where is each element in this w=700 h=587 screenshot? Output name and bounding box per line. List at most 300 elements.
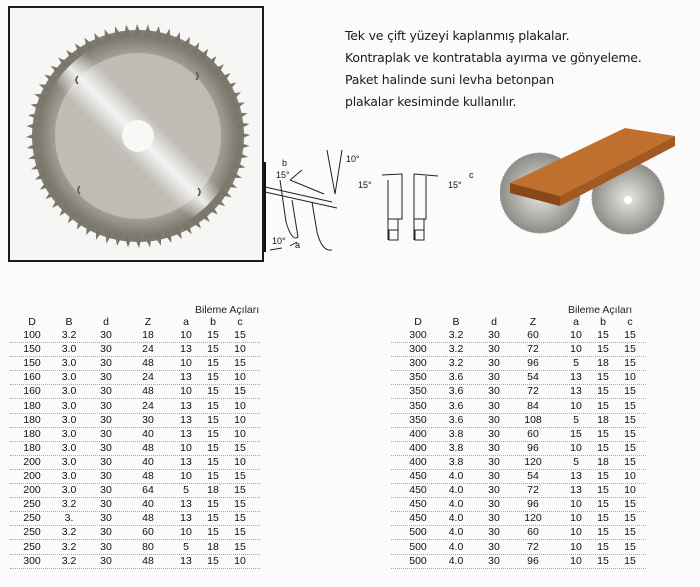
cell-d-outer: 250 xyxy=(23,512,41,525)
cell-z-teeth: 24 xyxy=(142,371,154,384)
cell-d-outer: 450 xyxy=(409,512,427,525)
cell-angle-a: 13 xyxy=(180,371,192,384)
cell-angle-a: 10 xyxy=(570,441,582,454)
cell-z-teeth: 80 xyxy=(142,540,154,553)
table-row xyxy=(10,384,260,399)
cell-angle-c: 10 xyxy=(234,399,246,412)
label-angle-top: 10° xyxy=(346,154,360,164)
table-row xyxy=(10,427,260,442)
cell-angle-a: 13 xyxy=(180,427,192,440)
column-header-d-outer: D xyxy=(414,316,422,328)
cell-b-thickness: 3.6 xyxy=(448,385,464,398)
cell-b-thickness: 3.0 xyxy=(61,413,77,426)
cell-d-outer: 300 xyxy=(23,554,41,567)
cell-angle-b: 15 xyxy=(597,512,609,525)
table-row xyxy=(10,399,260,414)
cell-b-thickness: 3.0 xyxy=(61,371,77,384)
saw-blade-photo xyxy=(8,6,264,262)
cell-z-teeth: 64 xyxy=(142,484,154,497)
cell-b-thickness: 3.2 xyxy=(61,526,77,539)
cell-d-outer: 450 xyxy=(409,470,427,482)
cell-angle-c: 15 xyxy=(624,498,636,511)
cell-d-outer: 150 xyxy=(23,343,41,356)
cell-d-bore: 30 xyxy=(488,526,500,539)
cell-b-thickness: 3.6 xyxy=(448,413,464,426)
table-row xyxy=(10,483,260,498)
column-header-z-teeth: Z xyxy=(529,316,537,328)
cell-angle-a: 5 xyxy=(573,413,579,426)
cell-angle-b: 15 xyxy=(597,441,609,454)
description-line: Tek ve çift yüzeyi kaplanmış plakalar. xyxy=(345,28,570,43)
cell-angle-a: 10 xyxy=(570,526,582,539)
description-line: Kontraplak ve kontratabla ayırma ve gönyeleme. xyxy=(345,50,642,65)
cell-b-thickness: 3.0 xyxy=(61,343,77,356)
cell-d-outer: 180 xyxy=(23,441,41,454)
cell-angle-c: 15 xyxy=(624,540,636,553)
cell-d-outer: 300 xyxy=(409,343,427,356)
cell-d-outer: 300 xyxy=(409,329,427,341)
table-row xyxy=(10,455,260,470)
cell-d-bore: 30 xyxy=(488,427,500,440)
cell-z-teeth: 54 xyxy=(527,470,539,482)
cell-angle-b: 15 xyxy=(207,470,219,482)
cell-d-outer: 350 xyxy=(409,385,427,398)
cell-angle-a: 10 xyxy=(570,512,582,525)
table-row xyxy=(10,554,260,569)
cell-b-thickness: 4.0 xyxy=(448,540,464,553)
cell-angle-c: 15 xyxy=(234,385,246,398)
cell-angle-b: 18 xyxy=(207,484,219,497)
cell-angle-c: 15 xyxy=(234,540,246,553)
cell-angle-c: 10 xyxy=(234,455,246,468)
column-header-d-bore: d xyxy=(103,316,109,328)
cell-z-teeth: 120 xyxy=(524,512,542,525)
cell-d-bore: 30 xyxy=(100,540,112,553)
cell-angle-b: 18 xyxy=(597,455,609,468)
table-row xyxy=(391,441,646,456)
cell-z-teeth: 84 xyxy=(527,399,539,412)
cell-z-teeth: 24 xyxy=(142,399,154,412)
cell-angle-c: 10 xyxy=(234,554,246,567)
cell-b-thickness: 3.0 xyxy=(61,427,77,440)
table-row xyxy=(10,469,260,484)
cell-angle-b: 15 xyxy=(597,526,609,539)
cell-d-bore: 30 xyxy=(100,329,112,341)
cell-angle-b: 15 xyxy=(207,385,219,398)
cell-b-thickness: 3.2 xyxy=(61,498,77,511)
cell-d-bore: 30 xyxy=(100,484,112,497)
cell-z-teeth: 48 xyxy=(142,441,154,454)
cell-z-teeth: 40 xyxy=(142,427,154,440)
cell-angle-c: 15 xyxy=(234,357,246,370)
cell-angle-a: 13 xyxy=(180,399,192,412)
cell-d-outer: 500 xyxy=(409,526,427,539)
cell-d-bore: 30 xyxy=(488,512,500,525)
cell-d-outer: 250 xyxy=(23,526,41,539)
cell-angle-b: 18 xyxy=(207,540,219,553)
cell-angle-c: 15 xyxy=(234,470,246,482)
cell-angle-b: 15 xyxy=(597,427,609,440)
column-header-z-teeth: Z xyxy=(144,316,152,328)
cell-angle-a: 5 xyxy=(573,357,579,370)
cell-angle-a: 13 xyxy=(180,512,192,525)
cell-angle-c: 15 xyxy=(234,329,246,341)
table-row xyxy=(10,511,260,526)
cell-d-outer: 400 xyxy=(409,441,427,454)
cell-angle-c: 15 xyxy=(624,441,636,454)
table-row xyxy=(10,356,260,371)
cell-b-thickness: 4.0 xyxy=(448,512,464,525)
cell-d-outer: 100 xyxy=(23,329,41,341)
cell-d-outer: 180 xyxy=(23,427,41,440)
cell-angle-c: 15 xyxy=(624,343,636,356)
table-row xyxy=(391,554,646,569)
cell-z-teeth: 60 xyxy=(527,329,539,341)
cell-b-thickness: 3.0 xyxy=(61,385,77,398)
cell-angle-b: 15 xyxy=(597,343,609,356)
cell-angle-a: 13 xyxy=(180,554,192,567)
cell-z-teeth: 40 xyxy=(142,455,154,468)
cell-z-teeth: 24 xyxy=(142,343,154,356)
cell-d-bore: 30 xyxy=(100,427,112,440)
cell-angle-b: 15 xyxy=(597,498,609,511)
cell-b-thickness: 3.0 xyxy=(61,441,77,454)
cell-angle-b: 15 xyxy=(207,554,219,567)
cell-d-bore: 30 xyxy=(100,441,112,454)
cell-b-thickness: 4.0 xyxy=(448,526,464,539)
cell-d-bore: 30 xyxy=(488,540,500,553)
table-row xyxy=(391,384,646,399)
cell-z-teeth: 48 xyxy=(142,385,154,398)
cell-d-outer: 160 xyxy=(23,385,41,398)
cell-angle-a: 10 xyxy=(570,540,582,553)
cell-d-outer: 180 xyxy=(23,399,41,412)
cell-b-thickness: 3.2 xyxy=(61,540,77,553)
cell-angle-b: 15 xyxy=(207,371,219,384)
cell-z-teeth: 96 xyxy=(527,498,539,511)
cell-d-outer: 350 xyxy=(409,371,427,384)
cell-d-bore: 30 xyxy=(100,399,112,412)
column-header-angle-a: a xyxy=(573,316,579,328)
cell-d-bore: 30 xyxy=(488,498,500,511)
table-row xyxy=(391,413,646,428)
cell-d-outer: 150 xyxy=(23,357,41,370)
cell-d-bore: 30 xyxy=(488,371,500,384)
cell-b-thickness: 3.2 xyxy=(61,554,77,567)
cell-b-thickness: 4.0 xyxy=(448,470,464,482)
cell-angle-c: 10 xyxy=(624,484,636,497)
cell-angle-c: 15 xyxy=(624,357,636,370)
cell-angle-b: 15 xyxy=(207,441,219,454)
cell-angle-c: 15 xyxy=(624,512,636,525)
cell-d-outer: 350 xyxy=(409,413,427,426)
cell-angle-a: 10 xyxy=(180,357,192,370)
cell-angle-a: 13 xyxy=(180,498,192,511)
column-header-angle-c: c xyxy=(627,316,633,328)
table-row xyxy=(10,540,260,555)
column-header-angle-a: a xyxy=(183,316,189,328)
cell-angle-c: 10 xyxy=(624,470,636,482)
table-header-row xyxy=(386,315,641,329)
table-row xyxy=(391,455,646,470)
cell-d-bore: 30 xyxy=(488,329,500,341)
table-row xyxy=(391,511,646,526)
cell-angle-c: 15 xyxy=(624,427,636,440)
cell-angle-b: 15 xyxy=(207,512,219,525)
cell-angle-a: 13 xyxy=(570,385,582,398)
cell-angle-a: 5 xyxy=(183,484,189,497)
cell-angle-b: 18 xyxy=(597,413,609,426)
cell-z-teeth: 72 xyxy=(527,385,539,398)
cell-angle-b: 15 xyxy=(597,540,609,553)
cell-d-outer: 400 xyxy=(409,427,427,440)
cell-b-thickness: 3.8 xyxy=(448,441,464,454)
cell-d-outer: 450 xyxy=(409,484,427,497)
cell-angle-a: 13 xyxy=(570,484,582,497)
cell-angle-c: 15 xyxy=(624,329,636,341)
cell-angle-a: 5 xyxy=(183,540,189,553)
cell-d-bore: 30 xyxy=(488,343,500,356)
cell-angle-a: 13 xyxy=(180,455,192,468)
cell-b-thickness: 3.6 xyxy=(448,399,464,412)
table-row xyxy=(391,469,646,484)
cell-b-thickness: 3. xyxy=(64,512,74,525)
cell-angle-a: 10 xyxy=(180,470,192,482)
cell-d-bore: 30 xyxy=(100,455,112,468)
cell-d-bore: 30 xyxy=(100,554,112,567)
table-row xyxy=(391,483,646,498)
cell-angle-a: 10 xyxy=(570,498,582,511)
specs-table-right xyxy=(386,304,646,584)
table-header-row xyxy=(0,315,250,329)
cell-angle-a: 13 xyxy=(570,470,582,482)
cell-b-thickness: 3.2 xyxy=(448,343,464,356)
cell-angle-c: 15 xyxy=(624,554,636,567)
cell-z-teeth: 60 xyxy=(527,526,539,539)
circular-saw-blade-icon xyxy=(10,8,262,260)
cell-b-thickness: 3.0 xyxy=(61,455,77,468)
cell-d-bore: 30 xyxy=(100,526,112,539)
cell-b-thickness: 3.8 xyxy=(448,427,464,440)
cell-d-outer: 160 xyxy=(23,371,41,384)
cell-angle-b: 15 xyxy=(207,498,219,511)
cell-z-teeth: 120 xyxy=(524,455,542,468)
cell-d-bore: 30 xyxy=(488,385,500,398)
cell-d-bore: 30 xyxy=(100,413,112,426)
cell-z-teeth: 96 xyxy=(527,554,539,567)
cell-angle-b: 15 xyxy=(597,385,609,398)
column-header-angle-c: c xyxy=(237,316,243,328)
cell-angle-a: 10 xyxy=(570,399,582,412)
cell-angle-a: 10 xyxy=(570,343,582,356)
cell-angle-b: 15 xyxy=(597,329,609,341)
cell-z-teeth: 60 xyxy=(142,526,154,539)
column-header-b-thickness: B xyxy=(65,316,73,328)
table-group-title: Bileme Açıları xyxy=(568,304,633,316)
column-header-b-thickness: B xyxy=(452,316,460,328)
cell-d-bore: 30 xyxy=(488,357,500,370)
cell-d-bore: 30 xyxy=(100,385,112,398)
cell-angle-a: 10 xyxy=(570,554,582,567)
cell-angle-c: 15 xyxy=(234,512,246,525)
column-header-angle-b: b xyxy=(210,316,216,328)
description-line: plakalar kesiminde kullanılır. xyxy=(345,94,517,109)
cell-d-bore: 30 xyxy=(100,498,112,511)
table-row xyxy=(10,441,260,456)
cell-d-outer: 200 xyxy=(23,470,41,482)
cell-angle-b: 18 xyxy=(597,357,609,370)
product-description xyxy=(345,25,642,113)
cell-z-teeth: 48 xyxy=(142,512,154,525)
cell-angle-a: 10 xyxy=(180,385,192,398)
cell-angle-b: 15 xyxy=(207,329,219,341)
cell-d-outer: 500 xyxy=(409,554,427,567)
cell-angle-b: 15 xyxy=(207,399,219,412)
cell-z-teeth: 96 xyxy=(527,441,539,454)
label-a: a xyxy=(295,240,301,250)
tooth-angle-diagram xyxy=(262,142,477,258)
cell-d-bore: 30 xyxy=(488,554,500,567)
cell-b-thickness: 3.2 xyxy=(448,357,464,370)
cell-angle-c: 15 xyxy=(624,399,636,412)
cell-angle-c: 15 xyxy=(234,484,246,497)
cell-angle-b: 15 xyxy=(597,484,609,497)
cell-angle-c: 15 xyxy=(624,385,636,398)
cell-z-teeth: 30 xyxy=(142,413,154,426)
specs-table-left xyxy=(0,304,260,584)
cell-angle-b: 15 xyxy=(597,470,609,482)
cell-angle-c: 10 xyxy=(234,427,246,440)
cell-b-thickness: 3.2 xyxy=(448,329,464,341)
cell-angle-c: 15 xyxy=(624,526,636,539)
table-row xyxy=(10,370,260,385)
cell-b-thickness: 4.0 xyxy=(448,484,464,497)
cell-z-teeth: 72 xyxy=(527,343,539,356)
cell-d-bore: 30 xyxy=(100,512,112,525)
cell-angle-a: 13 xyxy=(570,371,582,384)
label-c: c xyxy=(469,170,474,180)
cell-angle-b: 15 xyxy=(597,399,609,412)
cell-b-thickness: 3.0 xyxy=(61,484,77,497)
cell-d-bore: 30 xyxy=(488,455,500,468)
cell-z-teeth: 54 xyxy=(527,371,539,384)
cell-b-thickness: 3.0 xyxy=(61,470,77,482)
cell-d-outer: 350 xyxy=(409,399,427,412)
cell-angle-b: 15 xyxy=(597,371,609,384)
cell-z-teeth: 72 xyxy=(527,484,539,497)
cell-angle-b: 15 xyxy=(207,526,219,539)
cell-b-thickness: 3.2 xyxy=(61,329,77,341)
column-header-d-outer: D xyxy=(28,316,36,328)
panel-cutting-illustration xyxy=(500,128,690,238)
cell-d-outer: 200 xyxy=(23,484,41,497)
cell-d-bore: 30 xyxy=(488,441,500,454)
cell-angle-c: 10 xyxy=(234,343,246,356)
cell-angle-c: 10 xyxy=(624,371,636,384)
cell-z-teeth: 60 xyxy=(527,427,539,440)
table-group-title: Bileme Açıları xyxy=(195,304,260,316)
table-row xyxy=(10,413,260,428)
cell-angle-b: 15 xyxy=(207,357,219,370)
label-angle-c-right: 15° xyxy=(448,180,462,190)
cell-d-bore: 30 xyxy=(100,470,112,482)
cell-b-thickness: 3.0 xyxy=(61,357,77,370)
cell-angle-a: 13 xyxy=(180,343,192,356)
cell-z-teeth: 108 xyxy=(524,413,542,426)
label-b: b xyxy=(282,158,288,168)
cell-angle-b: 15 xyxy=(207,455,219,468)
cell-z-teeth: 48 xyxy=(142,357,154,370)
cell-angle-c: 15 xyxy=(624,455,636,468)
cell-angle-a: 10 xyxy=(180,441,192,454)
cell-b-thickness: 3.6 xyxy=(448,371,464,384)
cell-d-outer: 200 xyxy=(23,455,41,468)
column-header-d-bore: d xyxy=(491,316,497,328)
cell-z-teeth: 96 xyxy=(527,357,539,370)
cell-z-teeth: 18 xyxy=(142,329,154,341)
cell-z-teeth: 72 xyxy=(527,540,539,553)
cell-z-teeth: 48 xyxy=(142,554,154,567)
cell-b-thickness: 4.0 xyxy=(448,554,464,567)
table-row xyxy=(391,342,646,357)
cell-d-outer: 300 xyxy=(409,357,427,370)
cell-angle-a: 13 xyxy=(180,413,192,426)
cell-d-outer: 180 xyxy=(23,413,41,426)
cell-d-outer: 450 xyxy=(409,498,427,511)
cell-d-bore: 30 xyxy=(488,399,500,412)
cell-angle-b: 15 xyxy=(597,554,609,567)
cell-z-teeth: 48 xyxy=(142,470,154,482)
table-row xyxy=(10,497,260,512)
cell-angle-c: 10 xyxy=(234,371,246,384)
table-row xyxy=(391,356,646,371)
cell-angle-a: 10 xyxy=(180,526,192,539)
cell-d-bore: 30 xyxy=(100,343,112,356)
cell-angle-b: 15 xyxy=(207,427,219,440)
description-line: Paket halinde suni levha betonpan xyxy=(345,72,554,87)
cell-b-thickness: 4.0 xyxy=(448,498,464,511)
cell-angle-c: 15 xyxy=(234,441,246,454)
cell-d-outer: 250 xyxy=(23,540,41,553)
label-angle-c-left: 15° xyxy=(358,180,372,190)
table-row xyxy=(391,525,646,540)
table-row xyxy=(10,328,260,343)
cell-angle-c: 15 xyxy=(624,413,636,426)
cell-angle-c: 10 xyxy=(234,413,246,426)
cell-d-outer: 500 xyxy=(409,540,427,553)
cell-angle-b: 15 xyxy=(207,343,219,356)
cell-d-outer: 400 xyxy=(409,455,427,468)
cell-angle-a: 10 xyxy=(570,329,582,341)
cell-b-thickness: 3.0 xyxy=(61,399,77,412)
table-row xyxy=(10,525,260,540)
cell-angle-a: 15 xyxy=(570,427,582,440)
table-row xyxy=(391,328,646,343)
column-header-angle-b: b xyxy=(600,316,606,328)
cell-d-outer: 250 xyxy=(23,498,41,511)
cell-z-teeth: 40 xyxy=(142,498,154,511)
cell-angle-a: 5 xyxy=(573,455,579,468)
cell-angle-a: 10 xyxy=(180,329,192,341)
cell-angle-b: 15 xyxy=(207,413,219,426)
cell-d-bore: 30 xyxy=(488,413,500,426)
label-angle-b: 15° xyxy=(276,170,290,180)
label-angle-a: 10° xyxy=(272,236,286,246)
cell-d-bore: 30 xyxy=(100,357,112,370)
table-row xyxy=(391,399,646,414)
table-row xyxy=(391,540,646,555)
cell-b-thickness: 3.8 xyxy=(448,455,464,468)
